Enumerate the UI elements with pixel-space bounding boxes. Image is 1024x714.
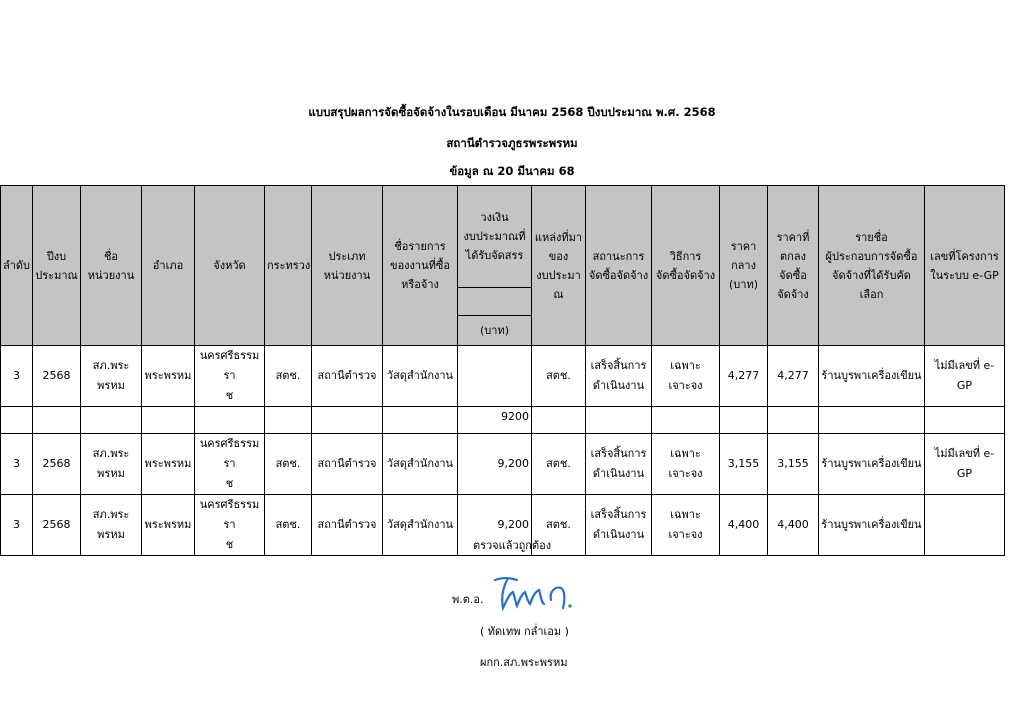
cell-vendor: ร้านบูรพาเครื่องเขียน: [819, 495, 925, 556]
cell-ministry: [265, 407, 312, 434]
cell-unit-type: [312, 407, 383, 434]
cell-province: นครศรีธรรมรา ช: [195, 434, 265, 495]
cell-unit-name: สภ.พระ พรหม: [81, 495, 142, 556]
cell-fiscal-year: 2568: [33, 346, 81, 407]
cell-vendor: ร้านบูรพาเครื่องเขียน: [819, 434, 925, 495]
cell-district: พระพรหม: [142, 346, 195, 407]
cell-district: พระพรหม: [142, 434, 195, 495]
header-province: จังหวัด: [195, 186, 265, 346]
header-budget-unit: (บาท): [458, 316, 532, 346]
verified-text: ตรวจแล้วถูกต้อง: [472, 539, 552, 552]
signer-name: ( ทัดเทพ กล่ำเอม ): [480, 625, 569, 638]
cell-median-price: [720, 407, 768, 434]
cell-method: เฉพาะเจาะจง: [652, 495, 720, 556]
cell-contract-price: 3,155: [768, 434, 819, 495]
cell-contract-price: [768, 407, 819, 434]
cell-unit-type: สถานีตำรวจ: [312, 346, 383, 407]
header-item-name: ชื่อรายการ ของงานที่ซื้อ หรือจ้าง: [383, 186, 458, 346]
cell-method: เฉพาะเจาะจง: [652, 346, 720, 407]
header-seq: ลำดับ: [1, 186, 33, 346]
cell-province: นครศรีธรรมรา ช: [195, 495, 265, 556]
cell-contract-price: 4,400: [768, 495, 819, 556]
cell-province: นครศรีธรรมรา ช: [195, 346, 265, 407]
handwritten-signature: [489, 574, 579, 614]
header-budget-spacer: [458, 288, 532, 316]
cell-fiscal-year: 2568: [33, 495, 81, 556]
cell-status: เสร็จสิ้นการ ดำเนินงาน: [586, 434, 652, 495]
cell-method: [652, 407, 720, 434]
cell-province: [195, 407, 265, 434]
data-as-of: ข้อมูล ณ 20 มีนาคม 68: [449, 164, 575, 178]
cell-fiscal-year: 2568: [33, 434, 81, 495]
header-vendor: รายชื่อ ผู้ประกอบการจัดซื้อ จัดจ้างที่ได้รับคัดเลือก: [819, 186, 925, 346]
header-status: สถานะการ จัดซื้อจัดจ้าง: [586, 186, 652, 346]
signature-rank: พ.ต.อ.: [452, 593, 484, 606]
cell-project-no: [925, 407, 1005, 434]
table-header-row: [1, 186, 1005, 288]
table-row: [1, 407, 1005, 434]
agency-name: สถานีตำรวจภูธรพระพรหม: [446, 136, 578, 150]
cell-item-name: [383, 407, 458, 434]
cell-ministry: สตช.: [265, 346, 312, 407]
cell-unit-type: สถานีตำรวจ: [312, 434, 383, 495]
header-fiscal-year: ปีงบ ประมาณ: [33, 186, 81, 346]
cell-budget-source: [532, 407, 586, 434]
cell-unit-type: สถานีตำรวจ: [312, 495, 383, 556]
cell-unit-name: สภ.พระ พรหม: [81, 346, 142, 407]
cell-budget: 9,200: [458, 495, 532, 556]
cell-contract-price: 4,277: [768, 346, 819, 407]
header-method: วิธีการ จัดซื้อจัดจ้าง: [652, 186, 720, 346]
cell-median-price: 3,155: [720, 434, 768, 495]
cell-vendor: [819, 407, 925, 434]
document-title: แบบสรุปผลการจัดซื้อจัดจ้างในรอบเดือน มีนาคม 2568 ปีงบประมาณ พ.ศ. 2568: [308, 105, 716, 119]
header-ministry: กระทรวง: [265, 186, 312, 346]
cell-budget: [458, 346, 532, 407]
header-unit-name: ชื่อ หน่วยงาน: [81, 186, 142, 346]
cell-item-name: วัสดุสำนักงาน: [383, 495, 458, 556]
cell-ministry: สตช.: [265, 495, 312, 556]
cell-unit-name: [81, 407, 142, 434]
cell-project-no: ไม่มีเลขที่ e-GP: [925, 346, 1005, 407]
header-contract-price: ราคาที่ ตกลง จัดซื้อ จัดจ้าง: [768, 186, 819, 346]
cell-district: [142, 407, 195, 434]
signer-position: ผกก.สภ.พระพรหม: [480, 656, 568, 669]
header-median-price: ราคา กลาง (บาท): [720, 186, 768, 346]
cell-budget-source: สตช.: [532, 346, 586, 407]
cell-seq: 3: [1, 495, 33, 556]
cell-status: เสร็จสิ้นการ ดำเนินงาน: [586, 346, 652, 407]
cell-unit-name: สภ.พระ พรหม: [81, 434, 142, 495]
cell-project-no: ไม่มีเลขที่ e-GP: [925, 434, 1005, 495]
header-project-no: เลขที่โครงการ ในระบบ e-GP: [925, 186, 1005, 346]
cell-median-price: 4,400: [720, 495, 768, 556]
cell-budget-source: สตช.: [532, 495, 586, 556]
header-unit-type: ประเภท หน่วยงาน: [312, 186, 383, 346]
cell-fiscal-year: [33, 407, 81, 434]
cell-status: เสร็จสิ้นการ ดำเนินงาน: [586, 495, 652, 556]
cell-budget: 9,200: [458, 434, 532, 495]
cell-method: เฉพาะเจาะจง: [652, 434, 720, 495]
cell-seq: [1, 407, 33, 434]
cell-seq: 3: [1, 434, 33, 495]
cell-status: [586, 407, 652, 434]
cell-item-name: วัสดุสำนักงาน: [383, 346, 458, 407]
cell-vendor: ร้านบูรพาเครื่องเขียน: [819, 346, 925, 407]
header-district: อำเภอ: [142, 186, 195, 346]
header-budget-source: แหล่งที่มา ของ งบประมา ณ: [532, 186, 586, 346]
table-row: [1, 434, 1005, 495]
cell-budget: 9200: [458, 407, 532, 434]
cell-item-name: วัสดุสำนักงาน: [383, 434, 458, 495]
table-row: [1, 346, 1005, 407]
cell-seq: 3: [1, 346, 33, 407]
header-budget: วงเงิน งบประมาณที่ ได้รับจัดสรร: [458, 186, 532, 288]
cell-district: พระพรหม: [142, 495, 195, 556]
cell-budget-source: สตช.: [532, 434, 586, 495]
procurement-table: [0, 185, 1005, 556]
cell-median-price: 4,277: [720, 346, 768, 407]
cell-ministry: สตช.: [265, 434, 312, 495]
